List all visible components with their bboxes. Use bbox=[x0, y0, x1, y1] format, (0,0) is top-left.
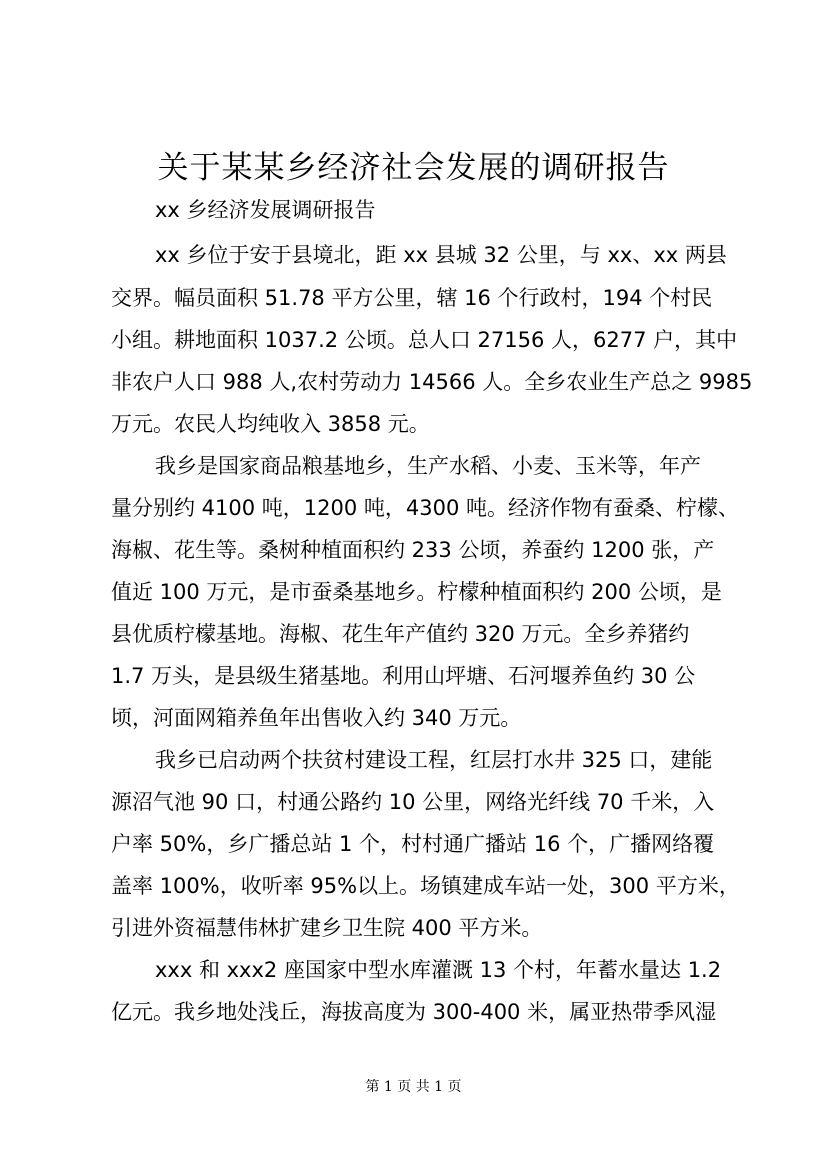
body-line: 值近 100 万元，是市蚕桑基地乡。柠檬种植面积约 200 公顷，是 bbox=[111, 580, 722, 604]
body-line: 非农户人口 988 人,农村劳动力 14566 人。全乡农业生产总之 9985 bbox=[111, 370, 753, 394]
body-line: 户率 50%，乡广播总站 1 个，村村通广播站 16 个，广播网络覆 bbox=[111, 832, 715, 856]
document-title: 关于某某乡经济社会发展的调研报告 bbox=[157, 150, 670, 186]
subtitle-line: xx 乡经济发展调研报告 bbox=[155, 198, 376, 222]
body-line: 县优质柠檬基地。海椒、花生年产值约 320 万元。全乡养猪约 bbox=[111, 622, 690, 646]
body-line: 引进外资福慧伟林扩建乡卫生院 400 平方米。 bbox=[111, 916, 543, 940]
body-line: 万元。农民人均纯收入 3858 元。 bbox=[111, 412, 430, 436]
body-line: 我乡已启动两个扶贫村建设工程，红层打水井 325 口，建能 bbox=[155, 748, 713, 772]
body-line: 交界。幅员面积 51.78 平方公里，辖 16 个行政村，194 个村民 bbox=[111, 286, 713, 310]
body-line: 顷，河面网箱养鱼年出售收入约 340 万元。 bbox=[111, 706, 522, 730]
body-line: 源沼气池 90 口，村通公路约 10 公里，网络光纤线 70 千米，入 bbox=[111, 790, 715, 814]
body-line: xx 乡位于安于县境北，距 xx 县城 32 公里，与 xx、xx 两县 bbox=[155, 243, 727, 267]
body-line: 海椒、花生等。桑树种植面积约 233 公顷，养蚕约 1200 张，产 bbox=[111, 538, 715, 562]
body-line: 我乡是国家商品粮基地乡，生产水稻、小麦、玉米等，年产 bbox=[155, 454, 701, 478]
body-line: xxx 和 xxx2 座国家中型水库灌溉 13 个村，年蓄水量达 1.2 bbox=[155, 958, 722, 982]
body-line: 盖率 100%，收听率 95%以上。场镇建成车站一处，300 平方米， bbox=[111, 874, 740, 898]
body-line: 小组。耕地面积 1037.2 公顷。总人口 27156 人，6277 户，其中 bbox=[111, 328, 738, 352]
body-line: 亿元。我乡地处浅丘，海拔高度为 300-400 米，属亚热带季风湿 bbox=[111, 1000, 717, 1024]
page-number-footer: 第 1 页 共 1 页 bbox=[365, 1079, 462, 1095]
body-line: 量分别约 4100 吨，1200 吨，4300 吨。经济作物有蚕桑、柠檬、 bbox=[111, 496, 740, 520]
body-line: 1.7 万头，是县级生猪基地。利用山坪塘、石河堰养鱼约 30 公 bbox=[111, 664, 696, 688]
